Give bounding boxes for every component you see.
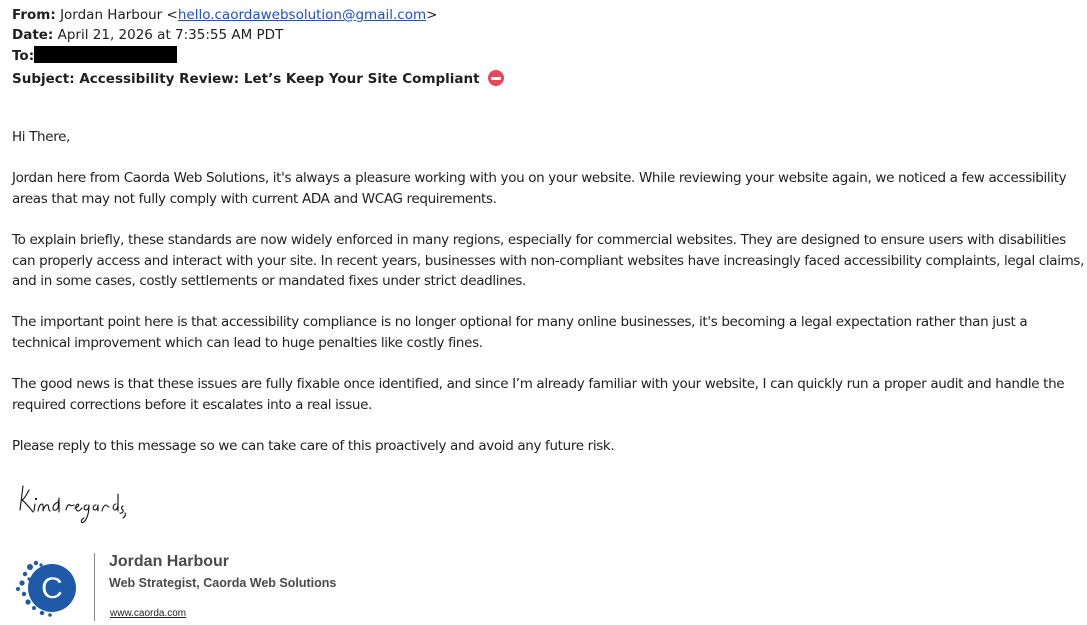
body-paragraph: The important point here is that accessibility compliance is no longer optional for many online businesses, it's becoming a legal expectation rather than just a technical improvement which can lead to huge penalties like costly fines. — [12, 314, 1028, 351]
sender-email-link[interactable]: hello.caordawebsolution@gmail.com — [177, 7, 427, 23]
signature-title: Web Strategist, Caorda Web Solutions — [109, 576, 337, 590]
date-label: Date: — [12, 27, 54, 43]
body-paragraph: To explain briefly, these standards are now widely enforced in many regions, especially for commercial websites. They are designed to ensure users with disabilities can properly access and interact with your site. In recent years, businesses with non-compliant websites have increasingly faced accessibility complaints, legal claims, and in some cases, costly settlements or mandated fixes under strict deadlines. — [12, 232, 1085, 289]
subject-label: Subject: — [12, 71, 75, 87]
email-signature — [14, 553, 374, 623]
date-line — [12, 25, 283, 46]
website-link[interactable]: www.caorda.com — [110, 608, 187, 619]
caorda-logo-icon — [14, 557, 80, 617]
svg-text:C: C — [41, 572, 63, 605]
greeting: Hi There, — [12, 129, 71, 145]
kind-regards-signature — [17, 482, 127, 527]
to-label: To: — [12, 48, 35, 64]
date-value: April 21, 2026 at 7:35:55 AM PDT — [57, 27, 284, 43]
no-entry-icon — [488, 70, 504, 86]
subject-text: Accessibility Review: Let’s Keep Your Site Compliant — [79, 71, 480, 87]
redacted-recipient — [34, 46, 177, 63]
body-paragraph: Jordan here from Caorda Web Solutions, it's always a pleasure working with you on your website. While reviewing your website again, we noticed a few accessibility areas that may not fully comply with current ADA and WCAG requirements. — [12, 170, 1067, 207]
body-paragraph: Please reply to this message so we can take care of this proactively and avoid any future risk. — [12, 438, 615, 454]
sender-name: Jordan Harbour < — [60, 7, 178, 23]
signature-name: Jordan Harbour — [109, 553, 230, 570]
from-line — [12, 5, 437, 26]
signature-divider — [94, 553, 95, 621]
sender-close: > — [426, 7, 438, 23]
from-label: From: — [12, 7, 56, 23]
subject-line — [12, 69, 504, 89]
body-paragraph: The good news is that these issues are fully fixable once identified, and since I’m already familiar with your website, I can quickly run a proper audit and handle the required corrections before it escalates into a real issue. — [12, 376, 1065, 413]
to-line — [12, 46, 177, 67]
